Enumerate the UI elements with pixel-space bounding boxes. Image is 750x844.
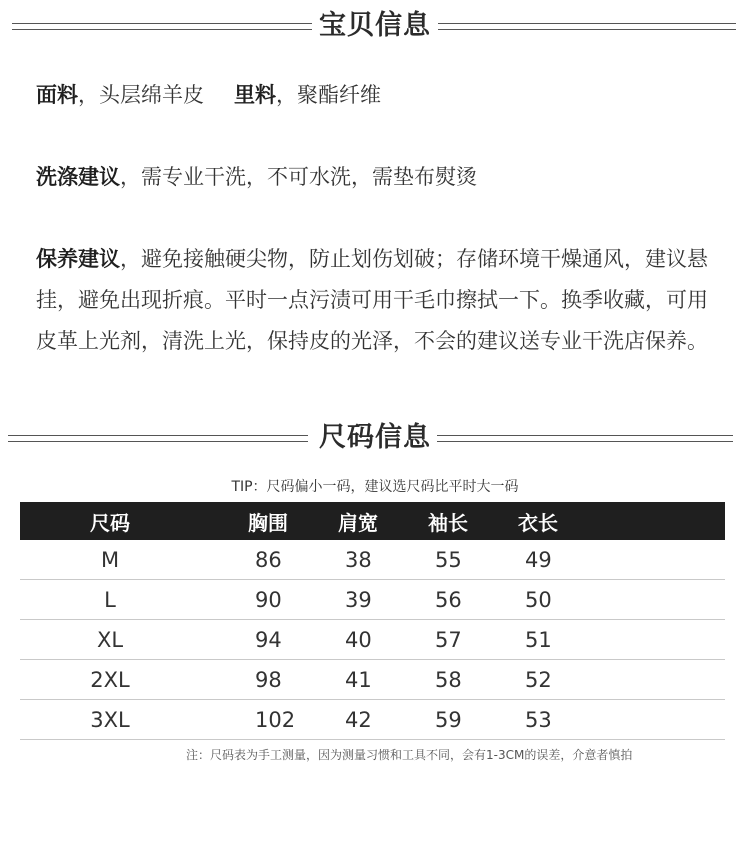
measurement-note: 注：尺码表为手工测量，因为测量习惯和工具不同，会有1-3CM的误差，介意者慎拍 (186, 748, 633, 762)
size-cell: 2XL (20, 660, 200, 700)
washing-value: ，需专业干洗，不可水洗，需垫布熨烫 (120, 165, 477, 189)
product-info-heading (0, 6, 750, 46)
col-header-shoulder: 肩宽 (290, 502, 380, 540)
size-table (20, 502, 725, 740)
fabric-value: ，头层绵羊皮 (78, 83, 204, 107)
lining-value: ，聚酯纤维 (276, 83, 381, 107)
length-cell: 50 (470, 580, 725, 620)
product-info-title: 宝贝信息 (319, 10, 431, 41)
size-cell: L (20, 580, 200, 620)
size-info-heading (0, 418, 750, 458)
shoulder-cell: 41 (290, 660, 380, 700)
sleeve-cell: 58 (380, 660, 470, 700)
col-header-length: 衣长 (470, 502, 725, 540)
size-cell: 3XL (20, 700, 200, 740)
shoulder-cell: 38 (290, 540, 380, 580)
chest-cell: 94 (200, 620, 290, 660)
col-header-size: 尺码 (20, 502, 200, 540)
length-cell: 53 (470, 700, 725, 740)
col-header-chest: 胸围 (200, 502, 290, 540)
care-value: ，避免接触硬尖物，防止划伤划破；存储环境干燥通风，建议悬挂，避免出现折痕。平时一点污渍可用干毛巾擦拭一下。换季收藏，可用皮革上光剂，清洗上光，保持皮的光泽，不会的建议送专业干洗店保养。 (36, 247, 708, 353)
sleeve-cell: 56 (380, 580, 470, 620)
shoulder-cell: 39 (290, 580, 380, 620)
sleeve-cell: 59 (380, 700, 470, 740)
size-cell: M (20, 540, 200, 580)
sleeve-cell: 57 (380, 620, 470, 660)
length-cell: 51 (470, 620, 725, 660)
size-table-header (20, 502, 725, 540)
length-cell: 49 (470, 540, 725, 580)
length-cell: 52 (470, 660, 725, 700)
table-row (20, 660, 725, 700)
shoulder-cell: 42 (290, 700, 380, 740)
care-paragraph (36, 239, 726, 362)
table-row (20, 620, 725, 660)
size-tip: TIP：尺码偏小一码，建议选尺码比平时大一码 (231, 479, 519, 495)
fabric-label: 面料 (36, 83, 78, 107)
care-label: 保养建议 (36, 247, 120, 271)
size-info-title: 尺码信息 (319, 422, 431, 453)
table-row (20, 580, 725, 620)
material-line (36, 75, 726, 116)
chest-cell: 98 (200, 660, 290, 700)
table-row (20, 540, 725, 580)
col-header-sleeve: 袖长 (380, 502, 470, 540)
lining-label: 里料 (234, 83, 276, 107)
washing-line (36, 157, 726, 198)
chest-cell: 86 (200, 540, 290, 580)
table-row (20, 700, 725, 740)
shoulder-cell: 40 (290, 620, 380, 660)
chest-cell: 90 (200, 580, 290, 620)
chest-cell: 102 (200, 700, 290, 740)
washing-label: 洗涤建议 (36, 165, 120, 189)
size-cell: XL (20, 620, 200, 660)
sleeve-cell: 55 (380, 540, 470, 580)
